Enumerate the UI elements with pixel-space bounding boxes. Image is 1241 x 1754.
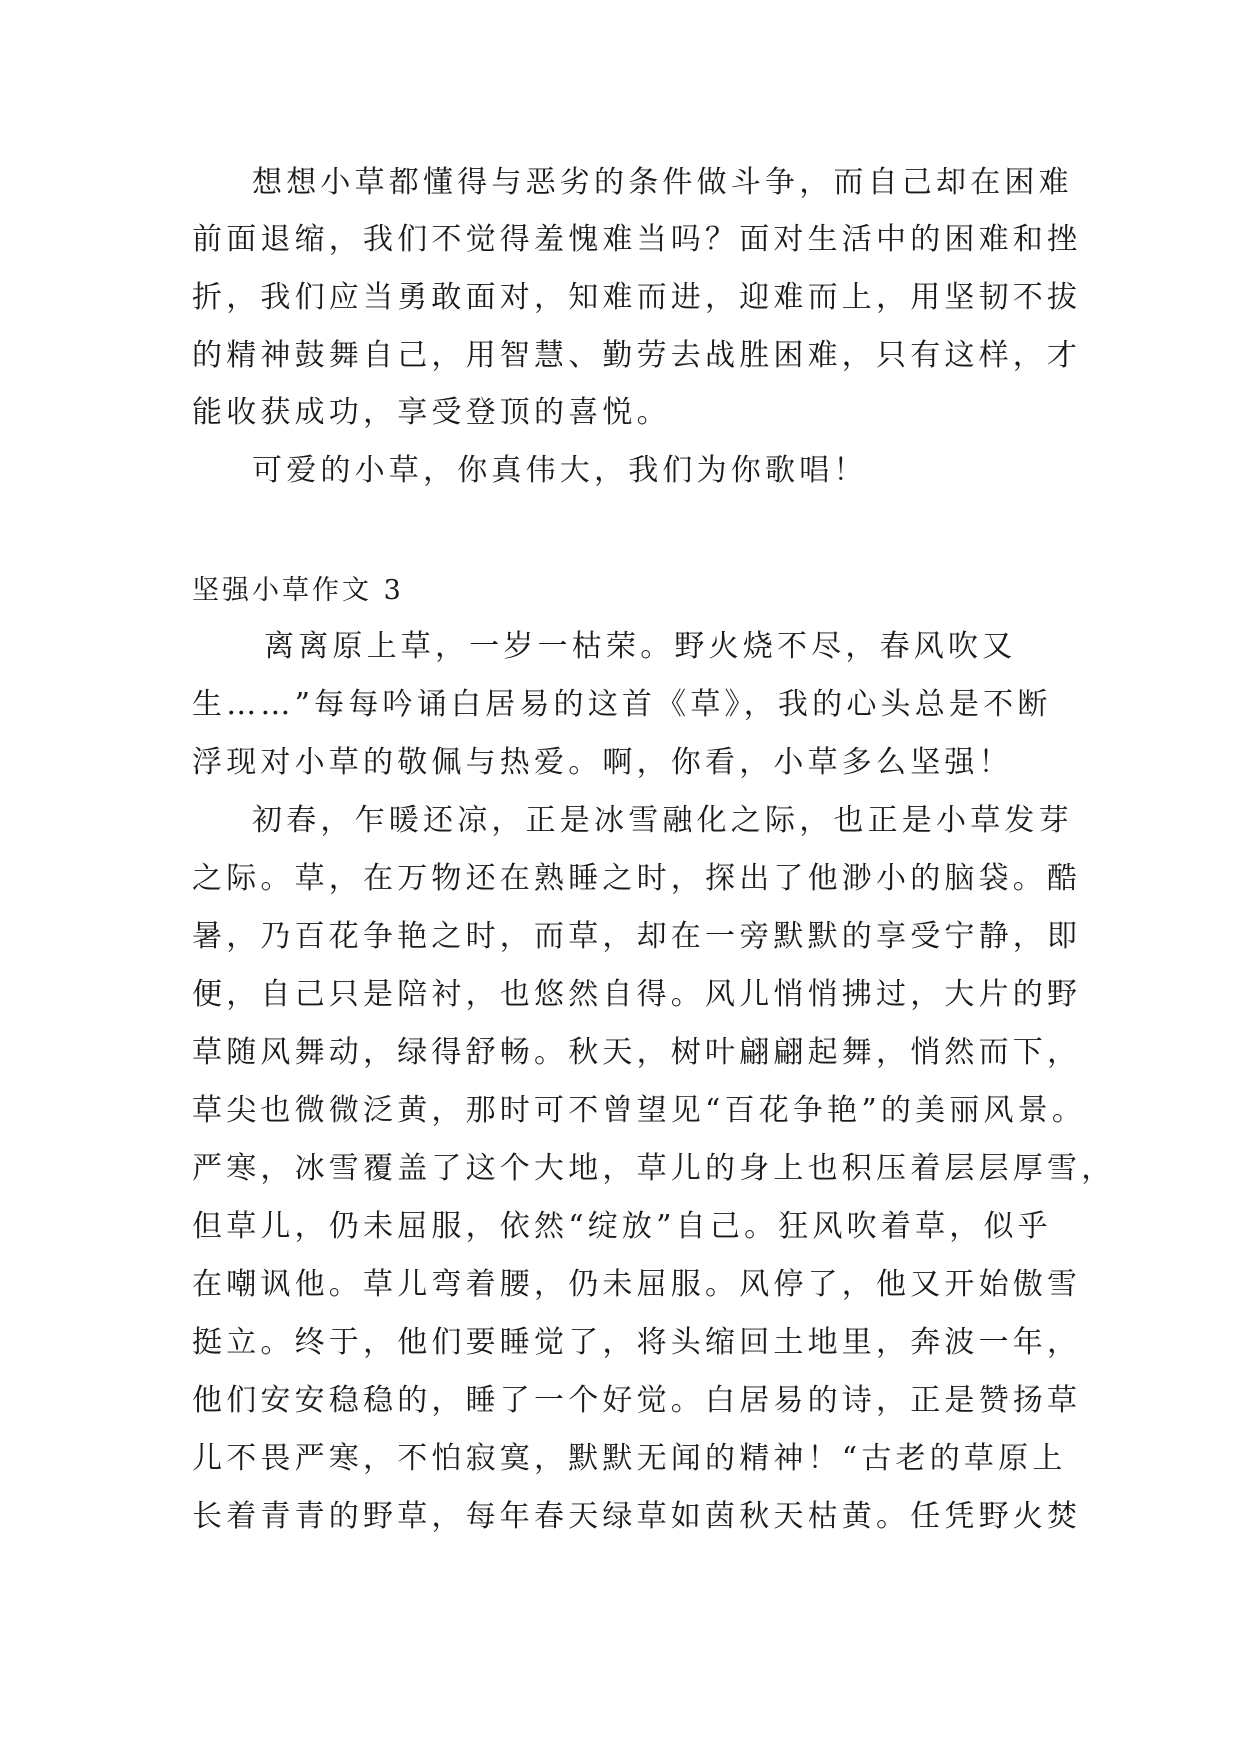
paragraph-line: 在嘲讽他。草儿弯着腰，仍未屈服。风停了，他又开始傲雪 [192,1267,1082,1302]
paragraph-line: 长着青青的野草，每年春天绿草如茵秋天枯黄。任凭野火焚 [192,1499,1082,1534]
paragraph-line: 离离原上草，一岁一枯荣。野火烧不尽，春风吹又 [264,629,1017,664]
paragraph-line: 前面退缩，我们不觉得羞愧难当吗？面对生活中的困难和挫 [192,222,1082,257]
paragraph-line: 浮现对小草的敬佩与热爱。啊，你看，小草多么坚强！ [192,745,1013,780]
paragraph-line: 挺立。终于，他们要睡觉了，将头缩回土地里，奔波一年， [192,1325,1082,1360]
paragraph-line: 但草儿，仍未屈服，依然“绽放”自己。狂风吹着草，似乎 [192,1209,1052,1244]
paragraph-line: 之际。草，在万物还在熟睡之时，探出了他渺小的脑袋。酷 [192,861,1082,896]
paragraph-line: 的精神鼓舞自己，用智慧、勤劳去战胜困难，只有这样，才 [192,338,1082,373]
paragraph-line: 严寒，冰雪覆盖了这个大地，草儿的身上也积压着层层厚雪， [192,1151,1116,1186]
paragraph-line: 暑，乃百花争艳之时，而草，却在一旁默默的享受宁静，即 [192,919,1082,954]
paragraph-line: 折，我们应当勇敢面对，知难而进，迎难而上，用坚韧不拔 [192,280,1082,315]
paragraph-line: 便，自己只是陪衬，也悠然自得。风儿悄悄拂过，大片的野 [192,977,1082,1012]
paragraph-line: 能收获成功，享受登顶的喜悦。 [192,395,671,430]
essay-heading: 坚强小草作文 3 [192,575,404,606]
paragraph-line: 生……”每每吟诵白居易的这首《草》，我的心头总是不断 [192,687,1052,722]
paragraph-line: 草随风舞动，绿得舒畅。秋天，树叶翩翩起舞，悄然而下， [192,1035,1082,1070]
paragraph-line: 想想小草都懂得与恶劣的条件做斗争，而自己却在困难 [252,165,1073,200]
paragraph-line: 初春，乍暖还凉，正是冰雪融化之际，也正是小草发芽 [252,803,1073,838]
paragraph-line: 儿不畏严寒，不怕寂寞，默默无闻的精神！“古老的草原上 [192,1441,1067,1476]
paragraph-line: 他们安安稳稳的，睡了一个好觉。白居易的诗，正是赞扬草 [192,1383,1082,1418]
paragraph-line: 可爱的小草，你真伟大，我们为你歌唱！ [252,453,868,488]
paragraph-line: 草尖也微微泛黄，那时可不曾望见“百花争艳”的美丽风景。 [192,1093,1087,1128]
